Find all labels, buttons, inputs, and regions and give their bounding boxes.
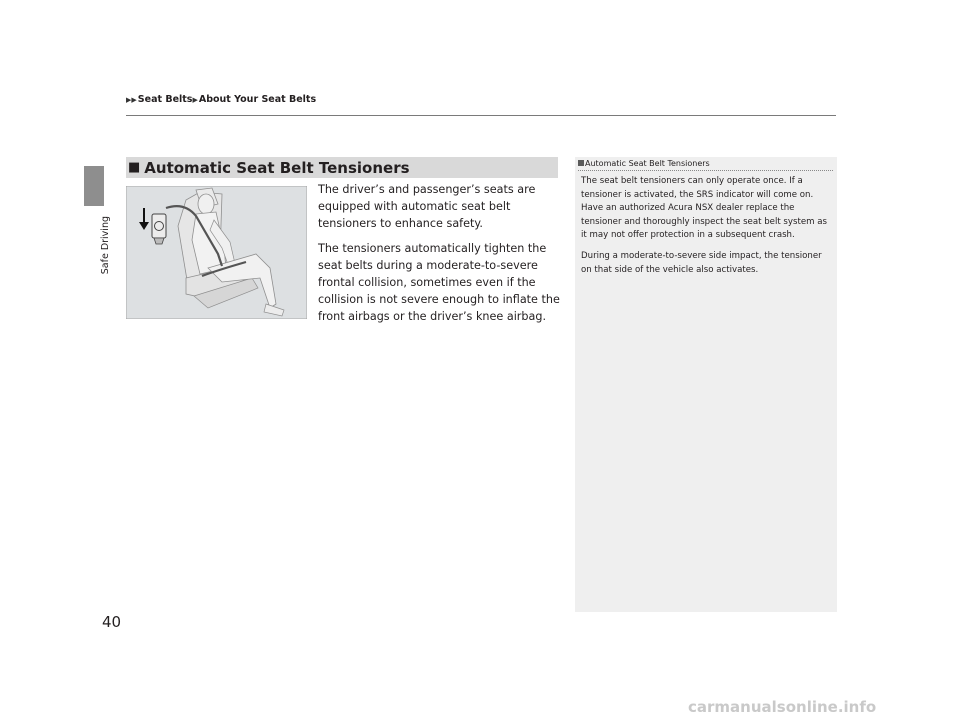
watermark: carmanualsonline.info xyxy=(688,698,877,716)
square-bullet-icon: ■ xyxy=(128,160,141,175)
page-number: 40 xyxy=(102,613,122,631)
breadcrumb-item-seat-belts[interactable]: Seat Belts xyxy=(137,94,193,105)
note-body xyxy=(581,175,833,284)
note-paragraph: The seat belt tensioners can only operate once. If a tensioner is activated, the SRS indicator will come on. Have an authorized Acura NSX dealer replace the tensioner and thoroughly inspect the seat belt system as it may not offer protection in a subsequent crash. xyxy=(581,176,827,241)
section-side-tab xyxy=(84,166,104,206)
breadcrumb-item-about-seat-belts[interactable]: About Your Seat Belts xyxy=(198,94,317,105)
note-heading-text: Automatic Seat Belt Tensioners xyxy=(585,159,710,168)
section-header xyxy=(126,157,558,178)
paragraph: The driver’s and passenger’s seats are equipped with automatic seat belt tensioners to enhance safety. xyxy=(318,183,536,230)
note-reference-icon xyxy=(578,160,584,166)
note-heading xyxy=(578,159,710,168)
header-rule xyxy=(126,115,836,116)
side-tab-label: Safe Driving xyxy=(100,216,111,275)
section-body xyxy=(318,181,562,333)
double-arrow-icon: ▶▶ xyxy=(126,96,137,104)
note-panel xyxy=(575,157,837,612)
note-paragraph: During a moderate-to-severe side impact, the tensioner on that side of the vehicle also activates. xyxy=(581,250,822,275)
arrow-icon: ▶ xyxy=(192,96,198,104)
seat-belt-tensioner-illustration xyxy=(126,186,307,319)
note-divider xyxy=(578,170,833,171)
section-title: Automatic Seat Belt Tensioners xyxy=(144,158,410,177)
paragraph: The tensioners automatically tighten the seat belts during a moderate-to-severe frontal collision, sometimes even if the collision is not severe enough to inflate the front airbags or the driver’s knee airbag. xyxy=(318,242,560,323)
breadcrumb xyxy=(126,94,316,105)
